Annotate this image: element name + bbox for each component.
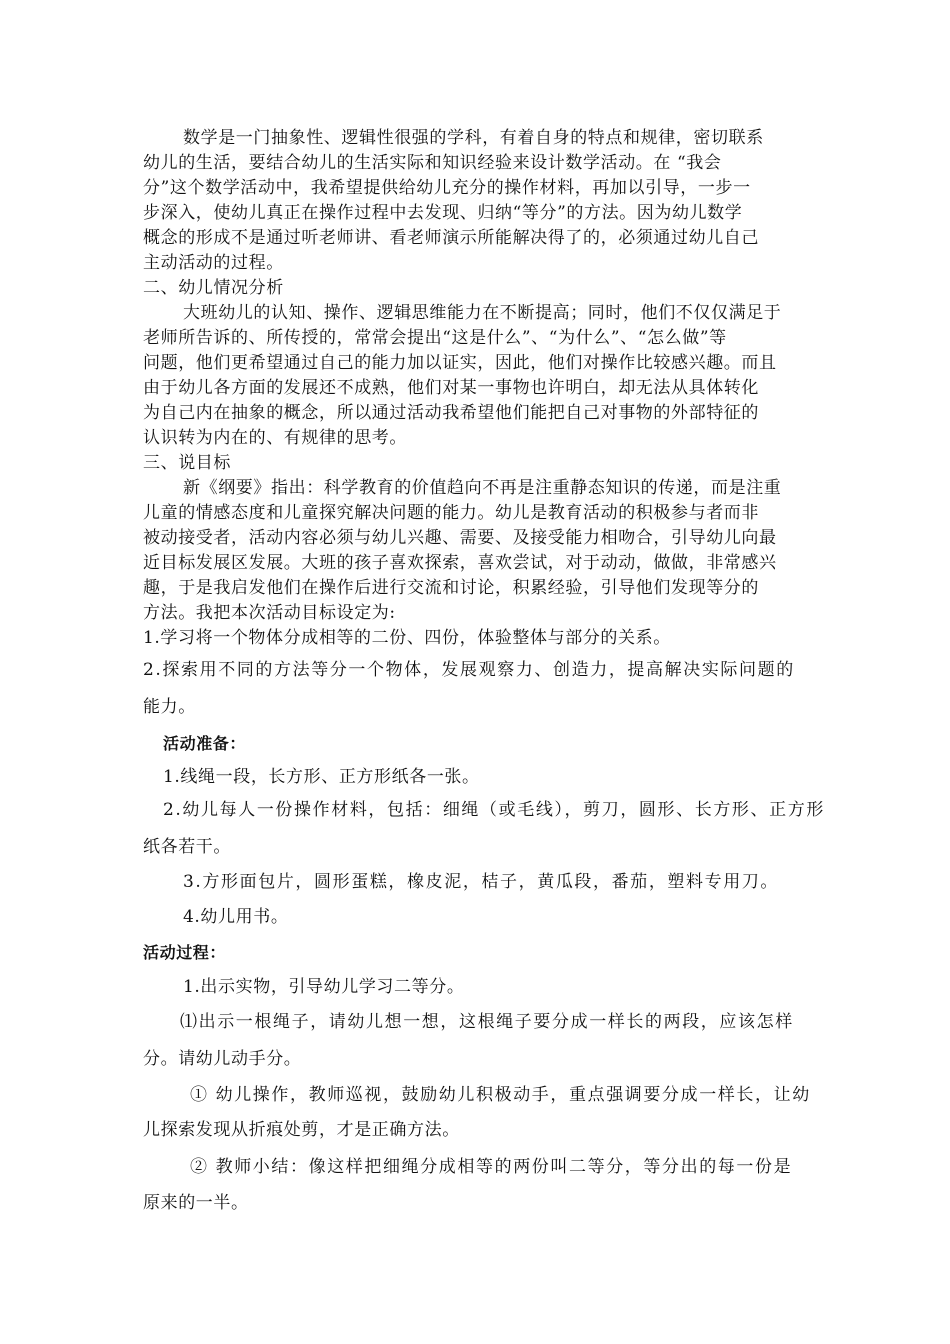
text-line: ⑴出示一根绳子，请幼儿想一想，这根绳子要分成一样长的两段，应该怎样 — [180, 1012, 794, 1032]
text-line: 方法。我把本次活动目标设定为: — [143, 603, 396, 623]
text-line: 1.出示实物，引导幼儿学习二等分。 — [183, 977, 465, 997]
text-line: 1.线绳一段，长方形、正方形纸各一张。 — [163, 767, 480, 787]
text-line: 2.探索用不同的方法等分一个物体，发展观察力、创造力，提高解决实际问题的 — [143, 660, 795, 680]
text-line: 1.学习将一个物体分成相等的二份、四份，体验整体与部分的关系。 — [143, 628, 671, 648]
text-line: 主动活动的过程。 — [143, 253, 284, 273]
text-line: 4.幼儿用书。 — [183, 907, 289, 927]
text-line: 能力。 — [143, 697, 196, 717]
text-line: 老师所告诉的、所传授的，常常会提出“这是什么”、“为什么”、“怎么做”等 — [143, 328, 727, 348]
text-line: 3.方形面包片，圆形蛋糕，橡皮泥，桔子，黄瓜段，番茄，塑料专用刀。 — [183, 872, 780, 892]
text-line: 2.幼儿每人一份操作材料，包括：细绳（或毛线），剪刀，圆形、长方形、正方形 — [163, 800, 825, 820]
text-line: 问题，他们更希望通过自己的能力加以证实，因此，他们对操作比较感兴趣。而且 — [143, 353, 777, 373]
text-line: ② 教师小结：像这样把细绳分成相等的两份叫二等分，等分出的每一份是 — [190, 1157, 793, 1177]
text-line: 概念的形成不是通过听老师讲、看老师演示所能解决得了的，必须通过幼儿自己 — [143, 228, 759, 248]
text-line: 由于幼儿各方面的发展还不成熟，他们对某一事物也许明白，却无法从具体转化 — [143, 378, 759, 398]
text-line: 新《纲要》指出：科学教育的价值趋向不再是注重静态知识的传递，而是注重 — [183, 478, 782, 498]
text-line: 儿童的情感态度和儿童探究解决问题的能力。幼儿是教育活动的积极参与者而非 — [143, 503, 759, 523]
text-line: 认识转为内在的、有规律的思考。 — [143, 428, 407, 448]
text-line: 原来的一半。 — [143, 1193, 249, 1213]
section-heading: 三、说目标 — [143, 453, 231, 473]
heading-activity-process: 活动过程： — [143, 943, 227, 962]
heading-activity-preparation: 活动准备： — [163, 734, 247, 753]
text-line: 数学是一门抽象性、逻辑性很强的学科，有着自身的特点和规律，密切联系 — [183, 128, 764, 148]
text-line: 近目标发展区发展。大班的孩子喜欢探索，喜欢尝试，对于动动，做做，非常感兴 — [143, 553, 777, 573]
text-line: 分。请幼儿动手分。 — [143, 1049, 302, 1069]
text-line: 趣，于是我启发他们在操作后进行交流和讨论，积累经验，引导他们发现等分的 — [143, 578, 759, 598]
text-line: 步深入，使幼儿真正在操作过程中去发现、归纳“等分”的方法。因为幼儿数学 — [143, 203, 743, 223]
text-line: ① 幼儿操作，教师巡视，鼓励幼儿积极动手，重点强调要分成一样长，让幼 — [190, 1085, 811, 1105]
text-line: 儿探索发现从折痕处剪，才是正确方法。 — [143, 1120, 460, 1140]
section-heading: 二、幼儿情况分析 — [143, 278, 284, 298]
text-line: 被动接受者，活动内容必须与幼儿兴趣、需要、及接受能力相吻合，引导幼儿向最 — [143, 528, 777, 548]
text-line: 为自己内在抽象的概念，所以通过活动我希望他们能把自己对事物的外部特征的 — [143, 403, 759, 423]
text-line: 分”这个数学活动中，我希望提供给幼儿充分的操作材料，再加以引导，一步一 — [143, 178, 751, 198]
text-line: 纸各若干。 — [143, 837, 231, 857]
text-line: 大班幼儿的认知、操作、逻辑思维能力在不断提高；同时，他们不仅仅满足于 — [183, 303, 782, 323]
text-line: 幼儿的生活，要结合幼儿的生活实际和知识经验来设计数学活动。在 “我会 — [143, 153, 722, 173]
